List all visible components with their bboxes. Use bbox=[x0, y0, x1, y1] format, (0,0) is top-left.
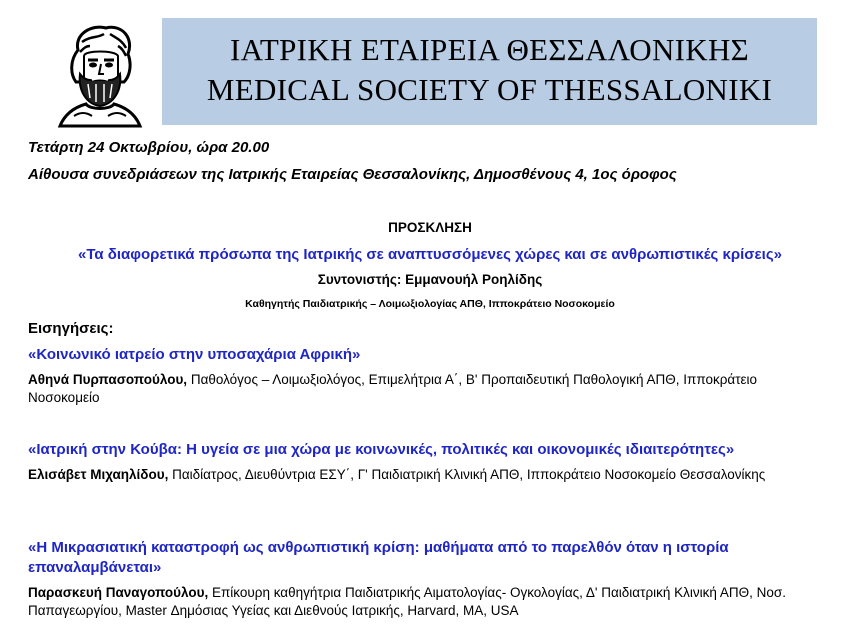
event-date: Τετάρτη 24 Οκτωβρίου, ώρα 20.00 bbox=[28, 139, 270, 156]
talk-1 bbox=[28, 345, 828, 407]
invitation-title: «Τα διαφορετικά πρόσωπα της Ιατρικής σε αναπτυσσόμενες χώρες και σε ανθρωπιστικές κρίσεις» bbox=[78, 246, 782, 263]
speaker-name: Ελισάβετ Μιχαηλίδου, bbox=[28, 467, 169, 482]
event-venue: Αίθουσα συνεδριάσεων της Ιατρικής Εταιρείας Θεσσαλονίκης, Δημοσθένους 4, 1ος όροφος bbox=[28, 166, 677, 183]
speaker-details: Επίκουρη καθηγήτρια Παιδιατρικής Αιματολογίας- Ογκολογίας, Δ' Παιδιατρική Κλινική ΑΠΘ, Νοσ. Παπαγεωργίου, Master Δημόσιας Υγείας και Διεθνούς Ιατρικής, Harvard, MA, USA bbox=[28, 585, 786, 618]
society-title-english: MEDICAL SOCIETY OF THESSALONIKI bbox=[206, 72, 773, 107]
invitation-label: ΠΡΟΣΚΛΗΣΗ bbox=[388, 220, 472, 235]
talk-3 bbox=[28, 538, 828, 620]
talk-title: «Η Μικρασιατική καταστροφή ως ανθρωπιστική κρίση: μαθήματα από το παρελθόν όταν η ιστορία επαναλαμβάνεται» bbox=[28, 539, 729, 576]
society-title-greek: ΙΑΤΡΙΚΗ ΕΤΑΙΡΕΙΑ ΘΕΣΣΑΛΟΝΙΚΗΣ bbox=[230, 32, 749, 67]
speaker-details: Παιδίατρος, Διευθύντρια ΕΣΥ΄, Γ' Παιδιατρική Κλινική ΑΠΘ, Ιπποκράτειο Νοσοκομείο Θεσσαλονίκης bbox=[168, 467, 766, 482]
speaker-details: Παθολόγος – Λοιμωξιολόγος, Επιμελήτρια Α΄, Β' Προπαιδευτική Παθολογική ΑΠΘ, Ιπποκράτειο Νοσοκομείο bbox=[28, 372, 758, 405]
talk-speaker bbox=[28, 371, 828, 407]
hippocrates-bust-icon bbox=[50, 20, 150, 128]
talk-speaker bbox=[28, 584, 828, 620]
coordinator-role: Καθηγητής Παιδιατρικής – Λοιμωξιολογίας ΑΠΘ, Ιπποκράτειο Νοσοκομείο bbox=[245, 298, 615, 310]
talk-speaker bbox=[28, 466, 828, 484]
talk-title: «Ιατρική στην Κούβα: Η υγεία σε μια χώρα με κοινωνικές, πολιτικές και οικονομικές ιδιαιτερότητες» bbox=[28, 441, 735, 458]
talk-2 bbox=[28, 440, 828, 484]
talks-heading: Εισηγήσεις: bbox=[28, 320, 114, 337]
coordinator: Συντονιστής: Εμμανουήλ Ροηλίδης bbox=[317, 272, 543, 287]
speaker-name: Αθηνά Πυρπασοπούλου, bbox=[28, 372, 188, 387]
society-banner bbox=[162, 18, 817, 125]
talk-title: «Κοινωνικό ιατρείο στην υποσαχάρια Αφρική» bbox=[28, 346, 361, 363]
speaker-name: Παρασκευή Παναγοπούλου, bbox=[28, 585, 209, 600]
